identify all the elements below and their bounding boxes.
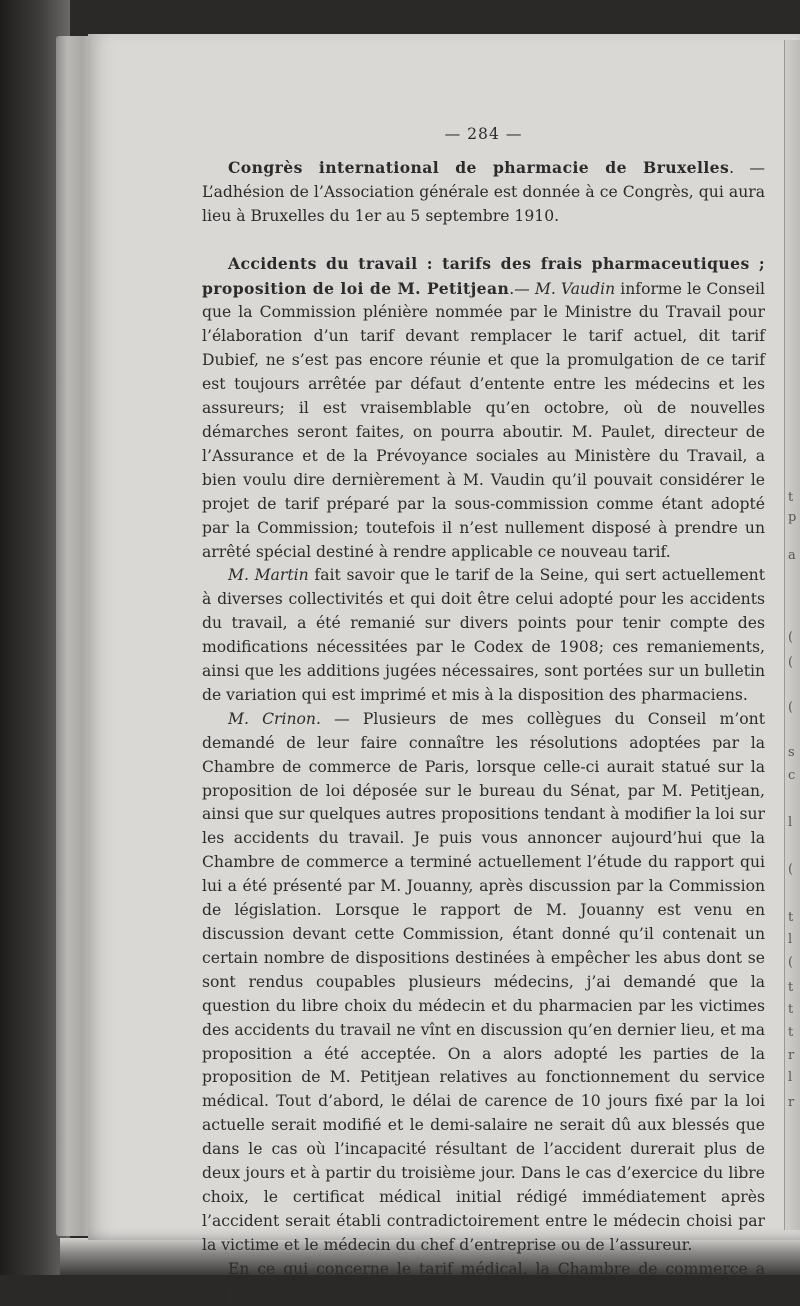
section-body: informe le Conseil que la Commission plénière nommée par le Ministre du Travail pour l’élaboration d’un tarif devant remplacer le tarif actuel, dit tarif Dubief, ne s’est pas encore réunie et que la promulgation de ce tarif est toujours arrêtée par défaut d’entente entre les médecins et les assureurs; il est vraisemblable qu’en octobre, où de nouvelles démarches seront faites, on pourra aboutir. M. Paulet, directeur de l’Assurance et de la Prévoyance sociales au Ministère du Travail, a bien voulu dire dernièrement à M. Vaudin qu’il pouvait considérer le projet de tarif préparé par la sous-commission comme étant adopté par la Commission; toutefois il n’est nullement disposé à prendre un arrêté spécial destiné à rendre applicable ce nouveau tarif.: [202, 279, 765, 561]
margin-char: l: [788, 1070, 793, 1085]
margin-char: (: [788, 862, 794, 877]
section-body: . — L’adhésion de l’Association générale est donnée à ce Congrès, qui aura lieu à Bruxelles du 1er au 5 septembre 1910.: [202, 158, 765, 225]
margin-char: s: [788, 745, 795, 760]
section-dash: .—: [509, 279, 535, 298]
margin-char: l: [788, 815, 793, 830]
margin-char: (: [788, 700, 794, 715]
margin-char: t: [788, 1025, 794, 1040]
margin-char: r: [788, 1095, 795, 1110]
speaker-name: M. Crinon.: [228, 709, 321, 728]
section-congres: [202, 156, 765, 229]
margin-char: t: [788, 1002, 794, 1017]
section-spacer: [202, 229, 765, 252]
margin-char: r: [788, 1048, 795, 1063]
paragraph-body: fait savoir que le tarif de la Seine, qui sert actuellement à diverses collectivités et qui doit être celui adopté pour les accidents du travail, a été remanié sur divers points pour tenir compte des modifications nécessitées par le Codex de 1908; ces remaniements, ainsi que les additions jugées nécessaires, sont portées sur un bulletin de variation qui est imprimé et mis à la disposition des pharmaciens.: [202, 566, 765, 704]
margin-char: t: [788, 980, 794, 995]
page-text-column: [202, 123, 765, 1306]
margin-char: (: [788, 630, 794, 645]
margin-char: (: [788, 955, 794, 970]
paragraph-tarif: [202, 1258, 765, 1306]
margin-char: t: [788, 910, 794, 925]
section-heading: Congrès international de pharmacie de Bruxelles: [228, 157, 730, 177]
speaker-name: M. Vaudin: [534, 279, 616, 298]
section-heading: Accidents du travail : tarifs des frais pharmaceutiques ; proposition de loi de M. Petitjean: [202, 253, 765, 298]
page-number: — 284 —: [444, 125, 523, 143]
paragraph-body: — Plusieurs de mes collègues du Conseil m’ont demandé de leur faire connaître les résolutions adoptées par la Chambre de commerce de Paris, lorsque celle-ci aurait statué sur la proposition de loi déposée sur le bureau du Sénat, par M. Petitjean, ainsi que sur quelques autres propositions tendant à modifier la loi sur les accidents du travail. Je puis vous annoncer aujourd’hui que la Chambre de commerce a terminé actuellement l’étude du rapport qui lui a été présenté par M. Jouanny, après discussion par la Commission de législation. Lorsque le rapport de M. Jouanny est venu en discussion devant cette Commission, étant donné qu’il contenait un certain nombre de dispositions destinées à empêcher les abus dont se sont rendus coupables plusieurs médecins, j’ai demandé que la question du libre choix du médecin et du pharmacien par les victimes des accidents du travail ne vînt en discussion qu’en dernier lieu, et ma proposition a été acceptée. On a alors adopté les parties de la proposition de M. Petitjean relatives au fonctionnement du service médical. Tout d’abord, le délai de carence de 10 jours fixé par la loi actuelle serait modifié et le demi-salaire ne serait dû aux blessés que dans le cas où l’incapacité résultant de l’accident durerait plus de deux jours et à partir du troisième jour. Dans le cas d’exercice du libre choix, le certificat médical initial rédigé immédiatement après l’accident serait établi contradictoirement entre le médecin choisi par la victime et le médecin du chef d’entreprise ou de l’assureur.: [202, 709, 765, 1254]
margin-char: c: [788, 768, 796, 783]
margin-char: l: [788, 932, 793, 947]
speaker-name: M. Martin: [228, 566, 309, 585]
margin-char: a: [788, 548, 796, 563]
paragraph-body: En ce qui concerne le tarif médical, la Chambre de commerce a proposé: [202, 1259, 765, 1302]
margin-char: t: [788, 490, 794, 505]
margin-char: p: [788, 510, 797, 525]
paragraph-martin: [202, 564, 765, 707]
section-accidents: [202, 252, 765, 565]
margin-char: (: [788, 655, 794, 670]
paragraph-crinon: [202, 708, 765, 1258]
